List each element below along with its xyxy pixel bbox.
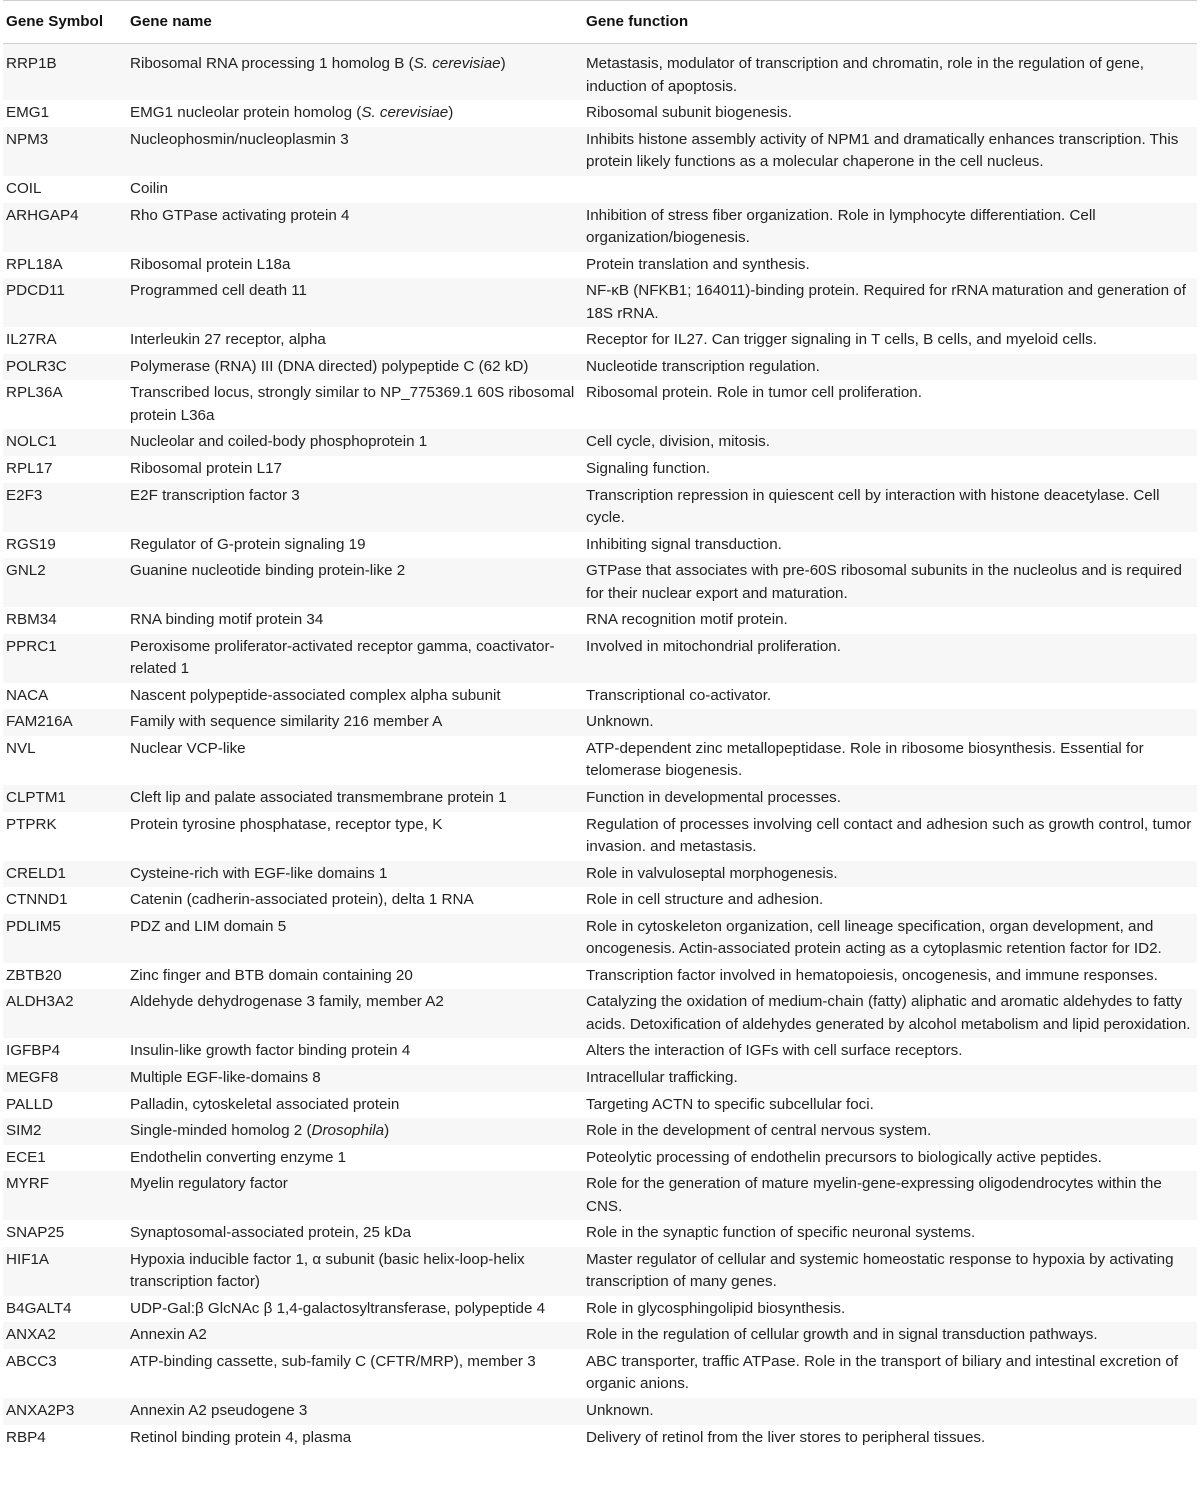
table-row — [3, 1171, 1197, 1220]
gene-symbol-cell: RRP1B — [6, 55, 57, 73]
gene-name-cell — [127, 429, 583, 456]
gene-symbol-cell: ALDH3A2 — [6, 993, 74, 1011]
gene-function-cell: Role in the regulation of cellular growth and in signal transduction pathways. — [586, 1326, 1098, 1344]
header-gene-symbol: Gene Symbol — [6, 13, 104, 30]
gene-name-text: RNA binding motif protein 34 — [130, 611, 324, 629]
gene-name-cell — [127, 278, 583, 327]
gene-symbol-cell: PDLIM5 — [6, 917, 61, 935]
gene-name-text: Annexin A2 — [130, 1326, 207, 1344]
gene-name-cell — [127, 887, 583, 914]
gene-name-cell — [127, 1220, 583, 1247]
gene-name-cell — [127, 100, 583, 127]
gene-name-cell — [127, 1247, 583, 1296]
gene-name-text: Zinc finger and BTB domain containing 20 — [130, 966, 413, 984]
table-row — [3, 203, 1197, 252]
gene-function-cell: Involved in mitochondrial proliferation. — [586, 637, 841, 655]
gene-symbol-cell: ABCC3 — [6, 1353, 57, 1371]
gene-name-text: Transcribed locus, strongly similar to NP_775369.1 60S ribosomal protein L36a — [130, 384, 575, 424]
gene-name-text: Nucleophosmin/nucleoplasmin 3 — [130, 131, 349, 148]
gene-name-text: Synaptosomal-associated protein, 25 kDa — [130, 1224, 412, 1242]
gene-name-italic-text: Drosophila — [311, 1122, 385, 1140]
gene-symbol-cell: HIF1A — [6, 1250, 50, 1268]
gene-function-cell: Inhibits histone assembly activity of NPM1 and dramatically enhances transcription. This protein likely functions as a molecular chaperone in the cell nucleus. — [586, 131, 1179, 171]
gene-function-cell: Metastasis, modulator of transcription and chromatin, role in the regulation of gene, induction of apoptosis. — [586, 55, 1145, 95]
gene-function-cell: Transcriptional co-activator. — [586, 686, 772, 704]
gene-name-cell — [127, 1171, 583, 1220]
gene-symbol-cell: PTPRK — [6, 815, 57, 833]
gene-name-text: Interleukin 27 receptor, alpha — [130, 331, 326, 349]
table-row — [3, 1296, 1197, 1323]
table-row — [3, 736, 1197, 785]
gene-name-cell — [127, 252, 583, 279]
gene-name-cell — [127, 380, 583, 429]
gene-function-cell: Inhibiting signal transduction. — [586, 535, 782, 553]
table-row — [3, 1220, 1197, 1247]
gene-symbol-cell: IL27RA — [6, 331, 57, 349]
gene-name-text: Catenin (cadherin-associated protein), delta 1 RNA — [130, 891, 474, 909]
gene-name-cell — [127, 634, 583, 683]
gene-function-cell: Role in cell structure and adhesion. — [586, 891, 824, 909]
gene-function-cell: Catalyzing the oxidation of medium-chain (fatty) aliphatic and aromatic aldehydes to fatty acids. Detoxification of aldehydes generated by alcohol metabolism and lipid peroxidation. — [586, 993, 1191, 1033]
table-row — [3, 327, 1197, 354]
gene-symbol-cell: RBM34 — [6, 611, 57, 629]
table-row — [3, 812, 1197, 861]
gene-name-cell — [127, 456, 583, 483]
gene-name-text: Palladin, cytoskeletal associated protein — [130, 1095, 400, 1113]
gene-function-cell: Regulation of processes involving cell contact and adhesion such as growth control, tumor invasion. and metastasis. — [586, 815, 1192, 855]
gene-name-cell — [127, 1065, 583, 1092]
table-row — [3, 44, 1197, 101]
table-row — [3, 785, 1197, 812]
gene-name-cell — [127, 785, 583, 812]
gene-symbol-cell: MEGF8 — [6, 1068, 59, 1086]
gene-name-cell — [127, 203, 583, 252]
gene-function-cell: Unknown. — [586, 1402, 654, 1420]
gene-name-text: Family with sequence similarity 216 member A — [130, 713, 443, 731]
gene-name-cell — [127, 812, 583, 861]
gene-symbol-cell: GNL2 — [6, 562, 46, 580]
table-row — [3, 278, 1197, 327]
table-row — [3, 176, 1197, 203]
gene-name-cell — [127, 989, 583, 1038]
gene-function-cell: Delivery of retinol from the liver stores to peripheral tissues. — [586, 1428, 986, 1446]
table-row — [3, 354, 1197, 381]
gene-name-cell — [127, 683, 583, 710]
table-row — [3, 100, 1197, 127]
gene-symbol-cell: COIL — [6, 180, 42, 197]
gene-function-cell: Transcription factor involved in hematopoiesis, oncogenesis, and immune responses. — [586, 966, 1158, 984]
gene-name-text: Polymerase (RNA) III (DNA directed) polypeptide C (62 kD) — [130, 357, 529, 375]
gene-name-text: Myelin regulatory factor — [130, 1175, 288, 1193]
table-row — [3, 1349, 1197, 1398]
gene-symbol-cell: PPRC1 — [6, 637, 57, 655]
gene-name-text: ) — [500, 55, 506, 73]
gene-name-text: Rho GTPase activating protein 4 — [130, 206, 350, 224]
gene-name-text: Ribosomal protein L17 — [130, 459, 282, 477]
gene-function-cell: ABC transporter, traffic ATPase. Role in the transport of biliary and intestinal excretion of organic anions. — [586, 1353, 1179, 1393]
table-row — [3, 532, 1197, 559]
gene-name-cell — [127, 1349, 583, 1398]
gene-symbol-cell: RBP4 — [6, 1428, 46, 1446]
gene-function-cell: Ribosomal subunit biogenesis. — [586, 104, 792, 122]
gene-symbol-cell: RPL18A — [6, 255, 63, 273]
table-row — [3, 456, 1197, 483]
gene-function-cell: Role in cytoskeleton organization, cell lineage specification, organ development, and oncogenesis. Actin-associated protein acting as a cytoplasmic retention factor for ID2. — [586, 917, 1162, 958]
gene-name-text: Hypoxia inducible factor 1, α subunit (basic helix-loop-helix transcription factor) — [130, 1250, 525, 1291]
gene-name-text: ) — [448, 104, 454, 122]
table-row — [3, 989, 1197, 1038]
gene-function-cell: Intracellular trafficking. — [586, 1068, 738, 1086]
gene-name-cell — [127, 709, 583, 736]
gene-name-cell — [127, 736, 583, 785]
table-row — [3, 709, 1197, 736]
gene-function-cell: Ribosomal protein. Role in tumor cell proliferation. — [586, 384, 922, 402]
gene-name-cell — [127, 483, 583, 532]
gene-symbol-cell: RPL17 — [6, 459, 53, 477]
gene-function-cell: Function in developmental processes. — [586, 788, 841, 806]
table-body — [3, 44, 1197, 1451]
gene-symbol-cell: ZBTB20 — [6, 966, 62, 984]
gene-symbol-cell: NOLC1 — [6, 433, 57, 451]
table-row — [3, 1118, 1197, 1145]
gene-function-cell: Receptor for IL27. Can trigger signaling in T cells, B cells, and myeloid cells. — [586, 331, 1097, 349]
gene-symbol-cell: CLPTM1 — [6, 788, 66, 806]
gene-name-cell — [127, 354, 583, 381]
gene-name-cell — [127, 532, 583, 559]
gene-name-cell — [127, 914, 583, 963]
table-row — [3, 380, 1197, 429]
gene-symbol-cell: RGS19 — [6, 535, 56, 553]
gene-name-text: Ribosomal protein L18a — [130, 255, 291, 273]
gene-function-cell: Role in glycosphingolipid biosynthesis. — [586, 1299, 846, 1317]
gene-function-cell: Signaling function. — [586, 459, 711, 477]
gene-symbol-cell: ARHGAP4 — [6, 206, 79, 224]
table-row — [3, 1322, 1197, 1349]
gene-function-cell: ATP-dependent zinc metallopeptidase. Role in ribosome biosynthesis. Essential for telomerase biogenesis. — [586, 739, 1144, 780]
gene-function-cell: Transcription repression in quiescent cell by interaction with histone deacetylase. Cell cycle. — [586, 486, 1160, 526]
gene-symbol-cell: MYRF — [6, 1175, 50, 1193]
gene-name-cell — [127, 1092, 583, 1119]
gene-name-text: Coilin — [130, 180, 168, 197]
gene-name-text: Protein tyrosine phosphatase, receptor type, K — [130, 815, 443, 833]
gene-name-cell — [127, 1145, 583, 1172]
table-row — [3, 558, 1197, 607]
gene-symbol-cell: ECE1 — [6, 1148, 46, 1166]
table-row — [3, 963, 1197, 990]
gene-name-cell — [127, 1118, 583, 1145]
gene-name-text: Peroxisome proliferator-activated receptor gamma, coactivator-related 1 — [130, 637, 555, 678]
gene-name-cell — [127, 1296, 583, 1323]
gene-name-cell — [127, 607, 583, 634]
table-row — [3, 1425, 1197, 1452]
gene-name-text: Nascent polypeptide-associated complex alpha subunit — [130, 686, 501, 704]
gene-name-cell — [127, 176, 583, 203]
gene-symbol-cell: CTNND1 — [6, 891, 68, 909]
gene-symbol-cell: ANXA2 — [6, 1326, 56, 1344]
gene-symbol-cell: CRELD1 — [6, 864, 66, 882]
gene-function-cell: Nucleotide transcription regulation. — [586, 357, 820, 375]
gene-name-text: Nuclear VCP-like — [130, 739, 246, 757]
gene-name-text: Retinol binding protein 4, plasma — [130, 1428, 352, 1446]
header-gene-function: Gene function — [586, 13, 689, 30]
gene-symbol-cell: NACA — [6, 686, 49, 704]
gene-function-cell: Role in valvuloseptal morphogenesis. — [586, 864, 838, 882]
gene-symbol-cell: POLR3C — [6, 357, 67, 375]
gene-name-text: Guanine nucleotide binding protein-like 2 — [130, 562, 406, 580]
table-row — [3, 1398, 1197, 1425]
gene-name-text: UDP-Gal:β GlcNAc β 1,4-galactosyltransferase, polypeptide 4 — [130, 1299, 546, 1317]
gene-function-cell — [583, 176, 1197, 203]
gene-symbol-cell: E2F3 — [6, 486, 43, 504]
table-row — [3, 252, 1197, 279]
table-row — [3, 1092, 1197, 1119]
table-header-row — [3, 1, 1197, 44]
header-gene-name: Gene name — [130, 13, 212, 30]
table-row — [3, 429, 1197, 456]
gene-name-text: Cysteine-rich with EGF-like domains 1 — [130, 864, 388, 882]
gene-name-text: Multiple EGF-like-domains 8 — [130, 1068, 321, 1086]
table-row — [3, 914, 1197, 963]
gene-symbol-cell: PDCD11 — [6, 282, 65, 300]
gene-table — [3, 0, 1197, 1451]
gene-name-text: Annexin A2 pseudogene 3 — [130, 1402, 308, 1420]
gene-symbol-cell: NVL — [6, 739, 36, 757]
gene-function-cell: NF-κB (NFKB1; 164011)-binding protein. Required for rRNA maturation and generation of 18S rRNA. — [586, 282, 1186, 322]
gene-symbol-cell: FAM216A — [6, 713, 73, 731]
gene-symbol-cell: IGFBP4 — [6, 1042, 61, 1060]
gene-name-cell — [127, 861, 583, 888]
table-row — [3, 1247, 1197, 1296]
gene-name-text: Nucleolar and coiled-body phosphoprotein 1 — [130, 433, 428, 451]
table-row — [3, 1038, 1197, 1065]
gene-function-cell: Inhibition of stress fiber organization. Role in lymphocyte differentiation. Cell organization/biogenesis. — [586, 206, 1096, 246]
gene-symbol-cell: SNAP25 — [6, 1224, 65, 1242]
gene-symbol-cell: PALLD — [6, 1095, 53, 1113]
table-row — [3, 1065, 1197, 1092]
gene-name-text: E2F transcription factor 3 — [130, 486, 300, 504]
gene-name-text: Regulator of G-protein signaling 19 — [130, 535, 366, 553]
gene-symbol-cell: SIM2 — [6, 1122, 42, 1140]
gene-name-text: ATP-binding cassette, sub-family C (CFTR/MRP), member 3 — [130, 1353, 536, 1371]
gene-name-cell — [127, 1425, 583, 1452]
gene-function-cell: Master regulator of cellular and systemic homeostatic response to hypoxia by activating transcription of many genes. — [586, 1250, 1174, 1291]
gene-name-text: Endothelin converting enzyme 1 — [130, 1148, 347, 1166]
gene-symbol-cell: ANXA2P3 — [6, 1402, 75, 1420]
table-row — [3, 861, 1197, 888]
gene-name-cell — [127, 1398, 583, 1425]
gene-name-cell — [127, 558, 583, 607]
gene-function-cell: Protein translation and synthesis. — [586, 255, 810, 273]
table-row — [3, 1145, 1197, 1172]
gene-function-cell: Unknown. — [586, 713, 654, 731]
gene-symbol-cell: RPL36A — [6, 384, 63, 402]
table-row — [3, 634, 1197, 683]
gene-name-italic-text: S. cerevisiae — [361, 104, 449, 122]
gene-function-cell: Targeting ACTN to specific subcellular foci. — [586, 1095, 874, 1113]
gene-name-cell — [127, 1038, 583, 1065]
gene-function-cell: GTPase that associates with pre-60S ribosomal subunits in the nucleolus and is required for their nuclear export and maturation. — [586, 562, 1183, 602]
gene-name-text: Programmed cell death 11 — [130, 282, 307, 300]
gene-function-cell: Cell cycle, division, mitosis. — [586, 433, 770, 451]
table-row — [3, 483, 1197, 532]
gene-function-cell: Poteolytic processing of endothelin precursors to biologically active peptides. — [586, 1148, 1102, 1166]
gene-name-cell — [127, 963, 583, 990]
gene-function-cell: Role for the generation of mature myelin-gene-expressing oligodendrocytes within the CNS. — [586, 1175, 1162, 1215]
gene-name-text: Aldehyde dehydrogenase 3 family, member A2 — [130, 993, 444, 1011]
table-row — [3, 683, 1197, 710]
gene-name-text: Cleft lip and palate associated transmembrane protein 1 — [130, 788, 507, 806]
gene-symbol-cell: EMG1 — [6, 104, 50, 122]
gene-name-cell — [127, 327, 583, 354]
gene-name-cell — [127, 44, 583, 101]
gene-name-text: Ribosomal RNA processing 1 homolog B ( — [130, 55, 414, 73]
gene-name-text: PDZ and LIM domain 5 — [130, 917, 287, 935]
gene-symbol-cell: B4GALT4 — [6, 1299, 72, 1317]
gene-name-text: Single-minded homolog 2 ( — [130, 1122, 312, 1140]
gene-name-text: ) — [384, 1122, 390, 1140]
gene-function-cell: Role in the synaptic function of specific neuronal systems. — [586, 1224, 976, 1242]
gene-name-cell — [127, 127, 583, 176]
table-row — [3, 127, 1197, 176]
gene-name-text: EMG1 nucleolar protein homolog ( — [130, 104, 362, 122]
gene-name-cell — [127, 1322, 583, 1349]
table-row — [3, 887, 1197, 914]
gene-function-cell: Alters the interaction of IGFs with cell surface receptors. — [586, 1042, 963, 1060]
gene-function-cell: RNA recognition motif protein. — [586, 611, 788, 629]
gene-name-text: Insulin-like growth factor binding protein 4 — [130, 1042, 411, 1060]
gene-symbol-cell: NPM3 — [6, 131, 49, 148]
table-row — [3, 607, 1197, 634]
gene-name-italic-text: S. cerevisiae — [413, 55, 501, 73]
gene-function-cell: Role in the development of central nervous system. — [586, 1122, 932, 1140]
